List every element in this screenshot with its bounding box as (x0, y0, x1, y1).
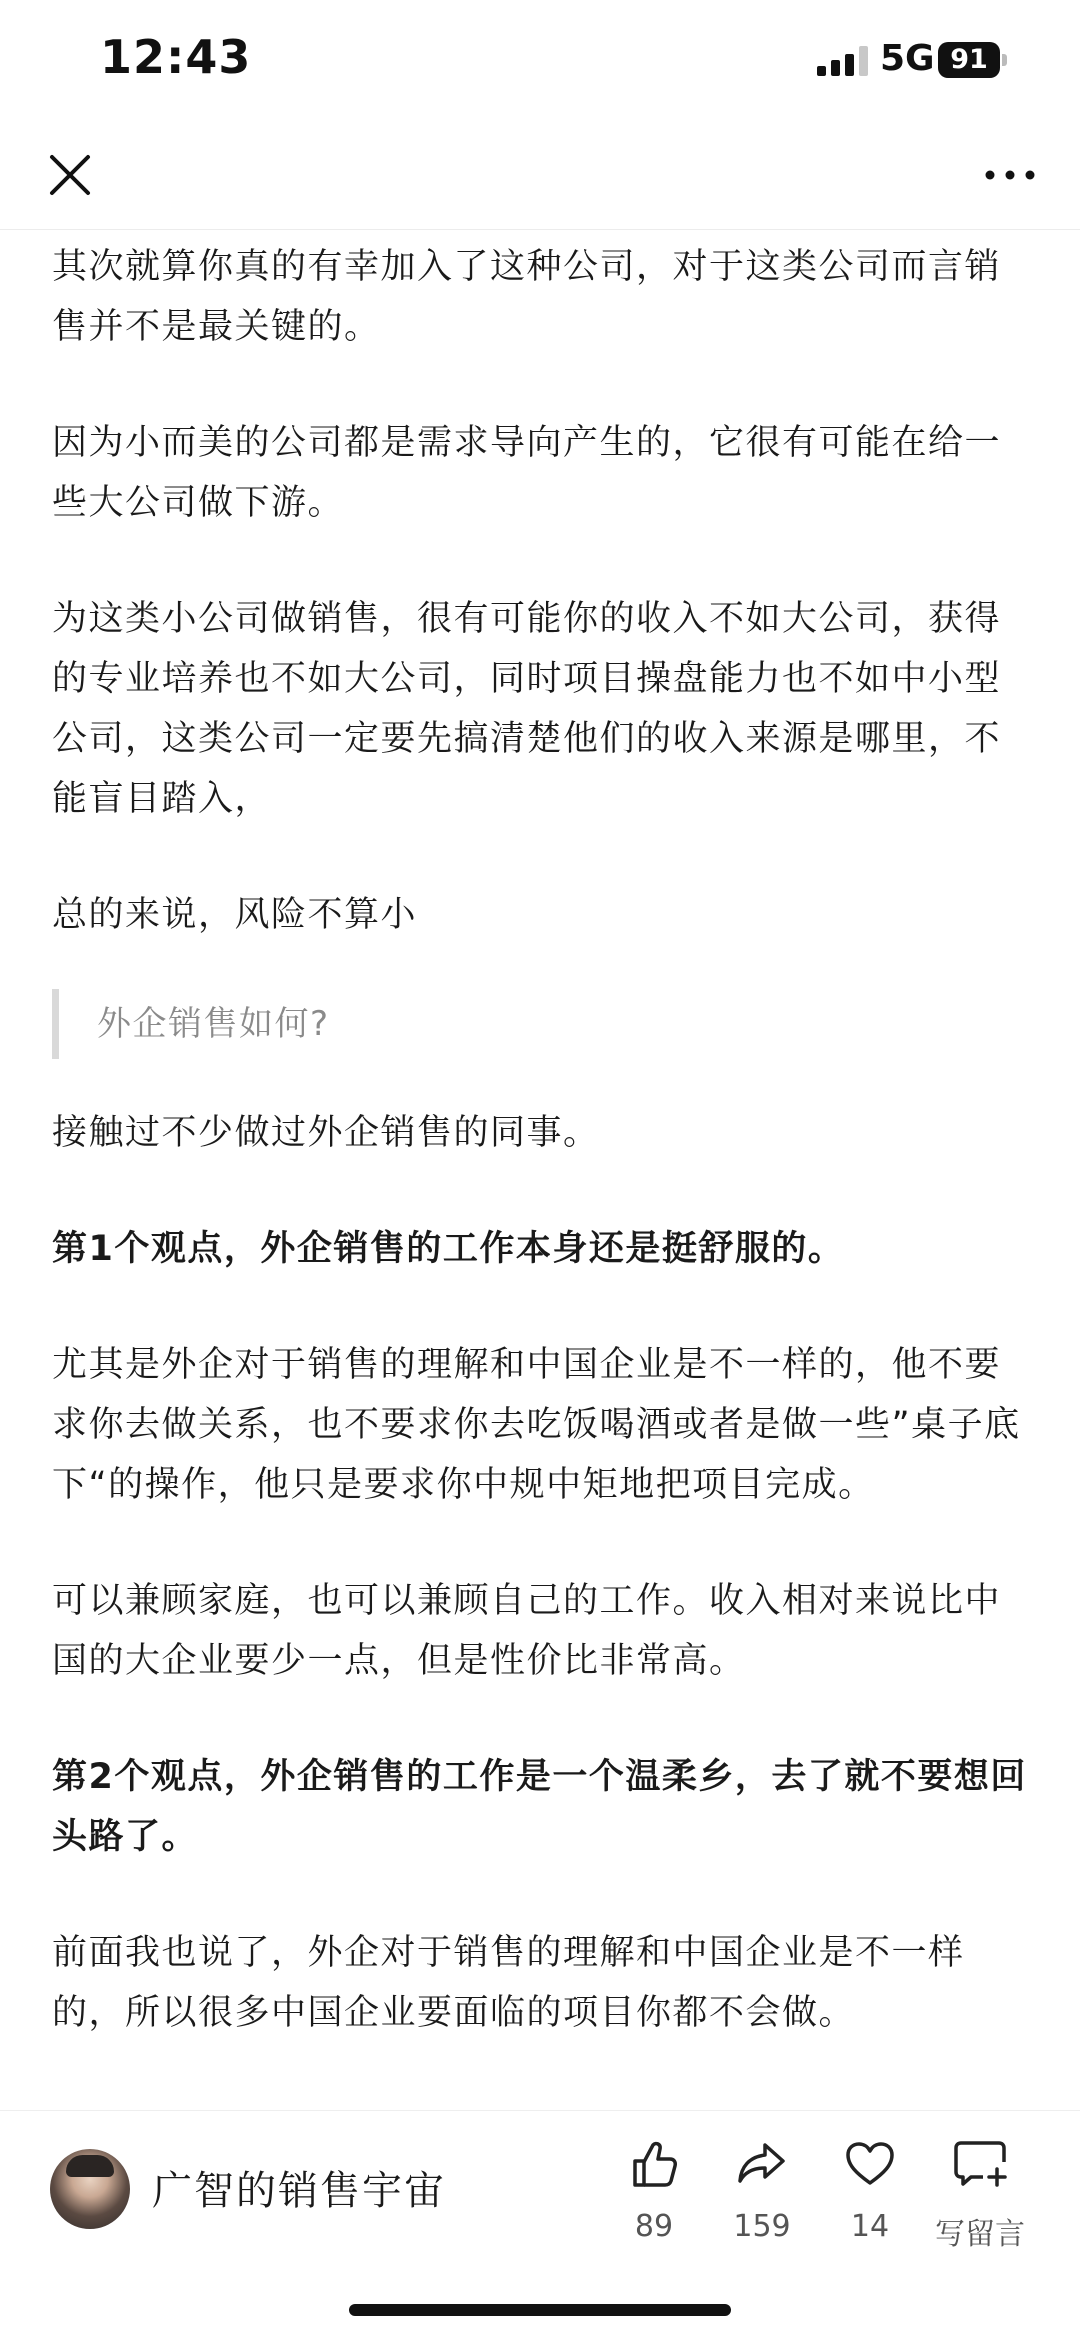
nav-bar (0, 120, 1080, 230)
network-type: 5G (880, 38, 935, 79)
article-paragraph: 因为小而美的公司都是需求导向产生的，它很有可能在给一些大公司做下游。 (52, 423, 1002, 523)
article-paragraph: 可以兼顾家庭，也可以兼顾自己的工作。收入相对来说比中国的大企业要少一点，但是性价比非常高。 (52, 1581, 1002, 1681)
share-count: 159 (733, 2209, 791, 2244)
comment-add-icon (953, 2137, 1007, 2191)
share-button[interactable] (707, 2137, 817, 2267)
like-button[interactable] (599, 2137, 709, 2267)
article-paragraph: 尤其是外企对于销售的理解和中国企业是不一样的，他不要求你去做关系，也不要求你去吃饭喝酒或者是做一些”桌子底下“的操作，他只是要求你中规中矩地把项目完成。 (52, 1345, 1021, 1505)
battery-icon (938, 42, 1008, 78)
article-paragraph: 其次就算你真的有幸加入了这种公司，对于这类公司而言销售并不是最关键的。 (52, 247, 1002, 347)
favorite-button[interactable] (815, 2137, 925, 2267)
comment-label: 写留言 (935, 2217, 1025, 2252)
like-count: 89 (634, 2209, 674, 2244)
article-paragraph: 接触过不少做过外企销售的同事。 (52, 1113, 600, 1153)
article-paragraph: 为这类小公司做销售，很有可能你的收入不如大公司，获得的专业培养也不如大公司，同时项目操盘能力也不如中小型公司，这类公司一定要先搞清楚他们的收入来源是哪里，不能盲目踏入， (52, 599, 1002, 819)
comment-button[interactable] (925, 2137, 1035, 2267)
share-icon (735, 2137, 789, 2191)
article-paragraph: 总的来说，风险不算小 (52, 895, 418, 935)
more-icon[interactable] (980, 145, 1040, 205)
author-name[interactable]: 广智的销售宇宙 (152, 2168, 446, 2214)
article-heading: 第1个观点，外企销售的工作本身还是挺舒服的。 (52, 1229, 845, 1269)
article-body (52, 230, 1032, 2110)
heart-icon (843, 2137, 897, 2191)
bottom-action-bar (0, 2110, 1080, 2337)
favorite-count: 14 (850, 2209, 890, 2244)
close-icon[interactable] (40, 145, 100, 205)
home-indicator[interactable] (349, 2304, 731, 2316)
signal-icon (817, 46, 873, 78)
article-heading: 第2个观点，外企销售的工作是一个温柔乡，去了就不要想回头路了。 (52, 1757, 1027, 1857)
article-paragraph: 前面我也说了，外企对于销售的理解和中国企业是不一样的，所以很多中国企业要面临的项目你都不会做。 (52, 1933, 965, 2033)
status-time: 12:43 (100, 30, 252, 84)
blockquote: 外企销售如何? (52, 989, 1032, 1059)
thumbs-up-icon (627, 2137, 681, 2191)
battery-level: 91 (938, 42, 1000, 78)
status-bar (0, 0, 1080, 120)
avatar[interactable] (50, 2149, 130, 2229)
